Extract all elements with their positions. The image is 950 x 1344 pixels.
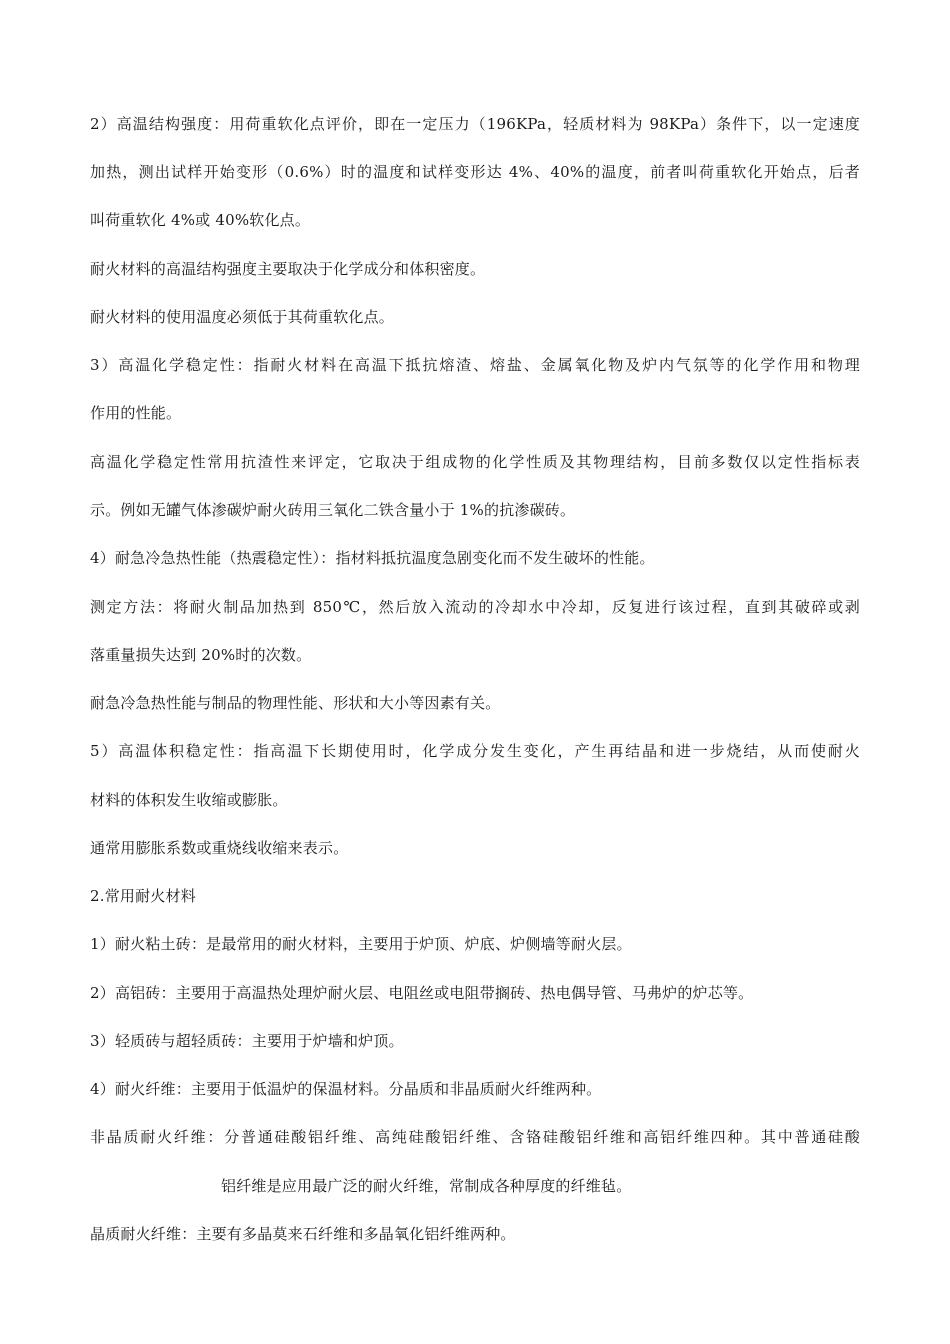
paragraph-line: 测定方法：将耐火制品加热到 850℃，然后放入流动的冷却水中冷却，反复进行该过程，直到其破碎或剥 — [90, 598, 860, 616]
paragraph-line: 非晶质耐火纤维：分普通硅酸铝纤维、高纯硅酸铝纤维、含铬硅酸铝纤维和高铝纤维四种。其中普通硅酸 — [90, 1128, 860, 1146]
paragraph-line: 落重量损失达到 20%时的次数。 — [90, 646, 312, 664]
paragraph-line: 作用的性能。 — [90, 404, 182, 422]
section-heading: 2.常用耐火材料 — [90, 887, 196, 905]
paragraph-line: 3）高温化学稳定性：指耐火材料在高温下抵抗熔渣、熔盐、金属氧化物及炉内气氛等的化学作用和物理 — [90, 356, 860, 374]
paragraph-line: 加热，测出试样开始变形（0.6%）时的温度和试样变形达 4%、40%的温度，前者叫荷重软化开始点，后者 — [90, 163, 860, 181]
paragraph-line: 铝纤维是应用最广泛的耐火纤维，常制成各种厚度的纤维毡。 — [221, 1177, 632, 1195]
paragraph-line: 叫荷重软化 4%或 40%软化点。 — [90, 211, 311, 229]
paragraph-line: 示。例如无罐气体渗碳炉耐火砖用三氧化二铁含量小于 1%的抗渗碳砖。 — [90, 501, 576, 519]
paragraph-line: 1）耐火粘土砖：是最常用的耐火材料，主要用于炉顶、炉底、炉侧墙等耐火层。 — [90, 935, 632, 953]
paragraph-line: 材料的体积发生收缩或膨胀。 — [90, 791, 288, 809]
paragraph-line: 4）耐急冷急热性能（热震稳定性）：指材料抵抗温度急剧变化而不发生破坏的性能。 — [90, 549, 655, 567]
paragraph-line: 5）高温体积稳定性：指高温下长期使用时，化学成分发生变化，产生再结晶和进一步烧结，从而使耐火 — [90, 742, 860, 760]
paragraph-line: 4）耐火纤维：主要用于低温炉的保温材料。分晶质和非晶质耐火纤维两种。 — [90, 1080, 602, 1098]
paragraph-line: 耐急冷急热性能与制品的物理性能、形状和大小等因素有关。 — [90, 694, 501, 712]
paragraph-line: 晶质耐火纤维：主要有多晶莫来石纤维和多晶氧化铝纤维两种。 — [90, 1225, 516, 1243]
paragraph-line: 耐火材料的高温结构强度主要取决于化学成分和体积密度。 — [90, 260, 486, 278]
paragraph-line: 3）轻质砖与超轻质砖：主要用于炉墙和炉顶。 — [90, 1032, 404, 1050]
paragraph-line: 通常用膨胀系数或重烧线收缩来表示。 — [90, 839, 349, 857]
paragraph-line: 2）高铝砖：主要用于高温热处理炉耐火层、电阻丝或电阻带搁砖、热电偶导管、马弗炉的炉芯等。 — [90, 984, 754, 1002]
paragraph-line: 耐火材料的使用温度必须低于其荷重软化点。 — [90, 308, 395, 326]
paragraph-line: 2）高温结构强度：用荷重软化点评价，即在一定压力（196KPa，轻质材料为 98KPa）条件下，以一定速度 — [90, 115, 860, 133]
paragraph-line: 高温化学稳定性常用抗渣性来评定，它取决于组成物的化学性质及其物理结构，目前多数仅以定性指标表 — [90, 453, 860, 471]
